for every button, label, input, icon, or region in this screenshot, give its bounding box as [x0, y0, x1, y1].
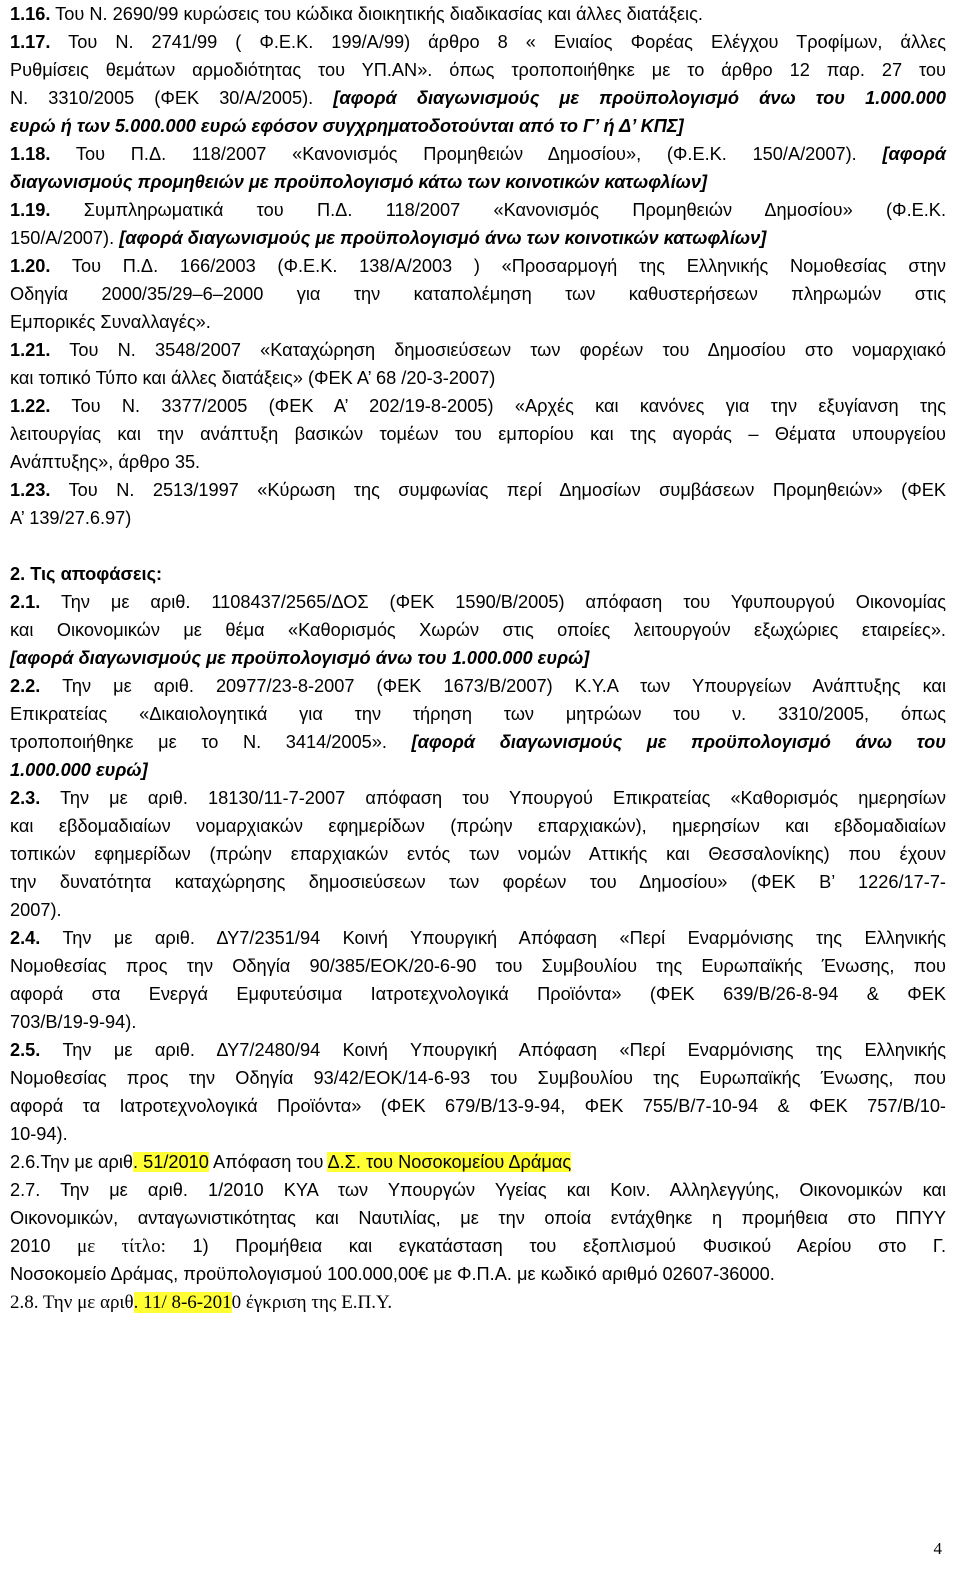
text-segment: Την με αριθ. ΔΥ7/2480/94 Κοινή Υπουργική Απόφαση «Περί Εναρμόνισης της Ελληνικής: [40, 1040, 946, 1060]
text-line: [10, 28, 946, 56]
text-segment: Οικονομικών, ανταγωνιστικότητας και Ναυτιλίας, με την οποία εντάχθηκε η προμήθεια στο ΠΠΥΥ: [10, 1208, 946, 1228]
text-segment: ευρώ ή των 5.000.000 ευρώ εφόσον συγχρηματοδοτούνται από το Γ’ ή Δ’ ΚΠΣ]: [10, 116, 684, 136]
text-segment: 2.3.: [10, 788, 41, 808]
text-line: [10, 868, 946, 896]
text-line: [10, 616, 946, 644]
text-segment: και τοπικό Τύπο και άλλες διατάξεις» (ΦΕΚ Α’ 68 /20-3-2007): [10, 368, 496, 388]
text-segment: διαγωνισμούς προμηθειών με προϋπολογισμό κάτω των κοινοτικών κατωφλίων]: [10, 172, 708, 192]
text-segment: [αφορά διαγωνισμούς με προϋπολογισμό άνω του 1.000.000: [333, 88, 946, 108]
text-segment: την δυνατότητα καταχώρησης δημοσιεύσεων των φορέων του Δημοσίου» (ΦΕΚ Β’ 1226/17-7-: [10, 872, 946, 892]
text-line: [10, 728, 946, 756]
text-segment: 150/Α/2007).: [10, 228, 120, 248]
text-line: [10, 168, 946, 196]
text-segment: αφορά τα Ιατροτεχνολογικά Προϊόντα» (ΦΕΚ 679/Β/13-9-94, ΦΕΚ 755/Β/7-10-94 & ΦΕΚ 757/Β/10-: [10, 1096, 946, 1116]
text-line: [10, 224, 946, 252]
text-line: [10, 1008, 946, 1036]
text-line: [10, 420, 946, 448]
text-segment: 2.5.: [10, 1040, 41, 1060]
text-segment: λειτουργίας και την ανάπτυξη βασικών τομέων του εμπορίου και της αγοράς – Θέματα υπουργείου: [10, 424, 946, 444]
text-line: [10, 392, 946, 420]
text-line: [10, 336, 946, 364]
text-line: [10, 924, 946, 952]
text-segment: Του Ν. 3548/2007 «Καταχώρηση δημοσιεύσεων των φορέων του Δημοσίου στο νομαρχιακό: [50, 340, 946, 360]
text-segment: 1.16.: [10, 4, 51, 24]
text-segment: 2010: [10, 1236, 78, 1256]
text-segment: 1.23.: [10, 480, 51, 500]
text-segment: 2.8. Την με αριθ: [10, 1292, 134, 1313]
text-segment: 2.2.: [10, 676, 41, 696]
text-line: [10, 784, 946, 812]
highlighted-text: . 51/2010: [133, 1152, 209, 1172]
text-line: [10, 1036, 946, 1064]
text-segment: Συμπληρωματικά του Π.Δ. 118/2007 «Κανονισμός Προμηθειών Δημοσίου» (Φ.Ε.Κ.: [50, 200, 946, 220]
text-segment: 1.19.: [10, 200, 51, 220]
text-line: [10, 364, 946, 392]
text-line: [10, 672, 946, 700]
text-segment: και εβδομαδιαίων νομαρχιακών εφημερίδων (πρώην επαρχιακών), ημερησίων και εβδομαδιαίων: [10, 816, 946, 836]
text-segment: [αφορά διαγωνισμούς με προϋπολογισμό άνω του: [411, 732, 946, 752]
text-segment: Την με αριθ. 18130/11-7-2007 απόφαση του Υπουργού Επικρατείας «Καθορισμός ημερησίων: [40, 788, 946, 808]
text-segment: Του Π.Δ. 118/2007 «Κανονισμός Προμηθειών Δημοσίου», (Φ.Ε.Κ. 150/Α/2007).: [50, 144, 883, 164]
text-line: [10, 1204, 946, 1232]
text-segment: 2.4.: [10, 928, 41, 948]
text-line: [10, 476, 946, 504]
text-segment: 2.7. Την με αριθ. 1/2010 ΚΥΑ των Υπουργών Υγείας και Κοιν. Αλληλεγγύης, Οικονομικών και: [10, 1180, 946, 1200]
text-segment: Την με αριθ. 1108437/2565/ΔΟΣ (ΦΕΚ 1590/Β/2005) απόφαση του Υφυπουργού Οικονομίας: [40, 592, 946, 612]
text-line: [10, 280, 946, 308]
text-segment: Νομοθεσίας προς την Οδηγία 90/385/ΕΟΚ/20-6-90 του Συμβουλίου της Ευρωπαϊκής Ένωσης, που: [10, 956, 946, 976]
text-segment: [αφορά διαγωνισμούς με προϋπολογισμό άνω του 1.000.000 ευρώ]: [10, 648, 590, 668]
text-segment: 2. Τις αποφάσεις:: [10, 564, 163, 584]
text-segment: Εμπορικές Συναλλαγές».: [10, 312, 211, 332]
text-segment: 2.6.Την με αριθ: [10, 1152, 134, 1172]
text-segment: Α’ 139/27.6.97): [10, 508, 132, 528]
text-segment: και Οικονομικών με θέμα «Καθορισμός Χωρών στις οποίες λειτουργούν εξωχώριες εταιρείες».: [10, 620, 946, 640]
text-line: [10, 980, 946, 1008]
text-segment: [αφορά διαγωνισμούς με προϋπολογισμό άνω των κοινοτικών κατωφλίων]: [119, 228, 767, 248]
text-line: [10, 1092, 946, 1120]
text-line: [10, 112, 946, 140]
text-line: [10, 756, 946, 784]
text-segment: 703/Β/19-9-94).: [10, 1012, 137, 1032]
text-line: [10, 812, 946, 840]
text-line: [10, 196, 946, 224]
text-segment: 1.21.: [10, 340, 51, 360]
text-segment: τοπικών εφημερίδων (πρώην επαρχιακών εντός των νομών Αττικής και Θεσσαλονίκης) που έχουν: [10, 844, 946, 864]
text-segment: 1) Προμήθεια και εγκατάσταση του εξοπλισμού Φυσικού Αερίου στο Γ.: [165, 1236, 947, 1256]
text-segment: 1.18.: [10, 144, 51, 164]
text-line: [10, 504, 946, 532]
text-line: [10, 1232, 946, 1260]
text-segment: 10-94).: [10, 1124, 68, 1144]
text-segment: Του Ν. 3377/2005 (ΦΕΚ Α’ 202/19-8-2005) «Αρχές και κανόνες για την εξυγίανση της: [50, 396, 946, 416]
text-segment: Επικρατείας «Δικαιολογητικά για την τήρηση των μητρώων του ν. 3310/2005, όπως: [10, 704, 946, 724]
highlighted-text: Δ.Σ. του Νοσοκομείου Δράμας: [327, 1152, 572, 1172]
text-line: [10, 0, 946, 28]
text-segment: Νομοθεσίας προς την Οδηγία 93/42/ΕΟΚ/14-6-93 του Συμβουλίου της Ευρωπαϊκής Ένωσης, που: [10, 1068, 946, 1088]
blank-line: [10, 532, 946, 560]
text-segment: Νοσοκομείο Δράμας, προϋπολογισμού 100.000,00€ με Φ.Π.Α. με κωδικό αριθμό 02607-36000.: [10, 1264, 775, 1284]
text-segment: με τίτλο:: [77, 1236, 166, 1257]
text-line: [10, 588, 946, 616]
text-line: [10, 560, 946, 588]
text-segment: 1.20.: [10, 256, 51, 276]
text-line: [10, 448, 946, 476]
document-body: [10, 0, 946, 1316]
text-segment: Ν. 3310/2005 (ΦΕΚ 30/Α/2005).: [10, 88, 334, 108]
text-line: [10, 1120, 946, 1148]
text-line: [10, 84, 946, 112]
text-line: [10, 896, 946, 924]
text-segment: αφορά στα Ενεργά Εμφυτεύσιμα Ιατροτεχνολογικά Προϊόντα» (ΦΕΚ 639/Β/26-8-94 & ΦΕΚ: [10, 984, 946, 1004]
text-line: [10, 700, 946, 728]
text-segment: Την με αριθ. 20977/23-8-2007 (ΦΕΚ 1673/Β/2007) Κ.Υ.Α των Υπουργείων Ανάπτυξης και: [40, 676, 946, 696]
page-number: 4: [933, 1539, 942, 1558]
text-segment: 2.1.: [10, 592, 41, 612]
text-segment: Οδηγία 2000/35/29–6–2000 για την καταπολέμηση των καθυστερήσεων πληρωμών στις: [10, 284, 946, 304]
text-segment: Απόφαση του: [208, 1152, 328, 1172]
text-segment: Του Ν. 2741/99 ( Φ.Ε.Κ. 199/Α/99) άρθρο 8 « Ενιαίος Φορέας Ελέγχου Τροφίμων, άλλες: [50, 32, 946, 52]
text-line: [10, 1288, 946, 1316]
text-segment: Του Ν. 2513/1997 «Κύρωση της συμφωνίας περί Δημοσίων συμβάσεων Προμηθειών» (ΦΕΚ: [50, 480, 946, 500]
text-line: [10, 952, 946, 980]
text-line: [10, 644, 946, 672]
text-segment: Ανάπτυξης», άρθρο 35.: [10, 452, 201, 472]
text-line: [10, 140, 946, 168]
text-line: [10, 1176, 946, 1204]
text-line: [10, 56, 946, 84]
text-segment: 1.22.: [10, 396, 51, 416]
highlighted-text: . 11/ 8-6-201: [133, 1292, 232, 1313]
text-segment: 1.17.: [10, 32, 51, 52]
text-segment: Την με αριθ. ΔΥ7/2351/94 Κοινή Υπουργική Απόφαση «Περί Εναρμόνισης της Ελληνικής: [40, 928, 946, 948]
text-segment: Του Ν. 2690/99 κυρώσεις του κώδικα διοικητικής διαδικασίας και άλλες διατάξεις.: [50, 4, 703, 24]
text-line: [10, 1148, 946, 1176]
text-line: [10, 252, 946, 280]
text-line: [10, 308, 946, 336]
text-segment: τροποποιήθηκε με το Ν. 3414/2005».: [10, 732, 412, 752]
text-line: [10, 840, 946, 868]
text-segment: 1.000.000 ευρώ]: [10, 760, 148, 780]
text-line: [10, 1260, 946, 1288]
text-segment: 2007).: [10, 900, 62, 920]
text-line: [10, 1064, 946, 1092]
text-segment: [αφορά: [882, 144, 946, 164]
text-segment: 0 έγκριση της Ε.Π.Υ.: [231, 1292, 393, 1313]
text-segment: Ρυθμίσεις θεμάτων αρμοδιότητας του ΥΠ.ΑΝ». όπως τροποποιήθηκε με το άρθρο 12 παρ. 27 του: [10, 60, 946, 80]
text-segment: Του Π.Δ. 166/2003 (Φ.Ε.Κ. 138/Α/2003 ) «Προσαρμογή της Ελληνικής Νομοθεσίας στην: [50, 256, 946, 276]
